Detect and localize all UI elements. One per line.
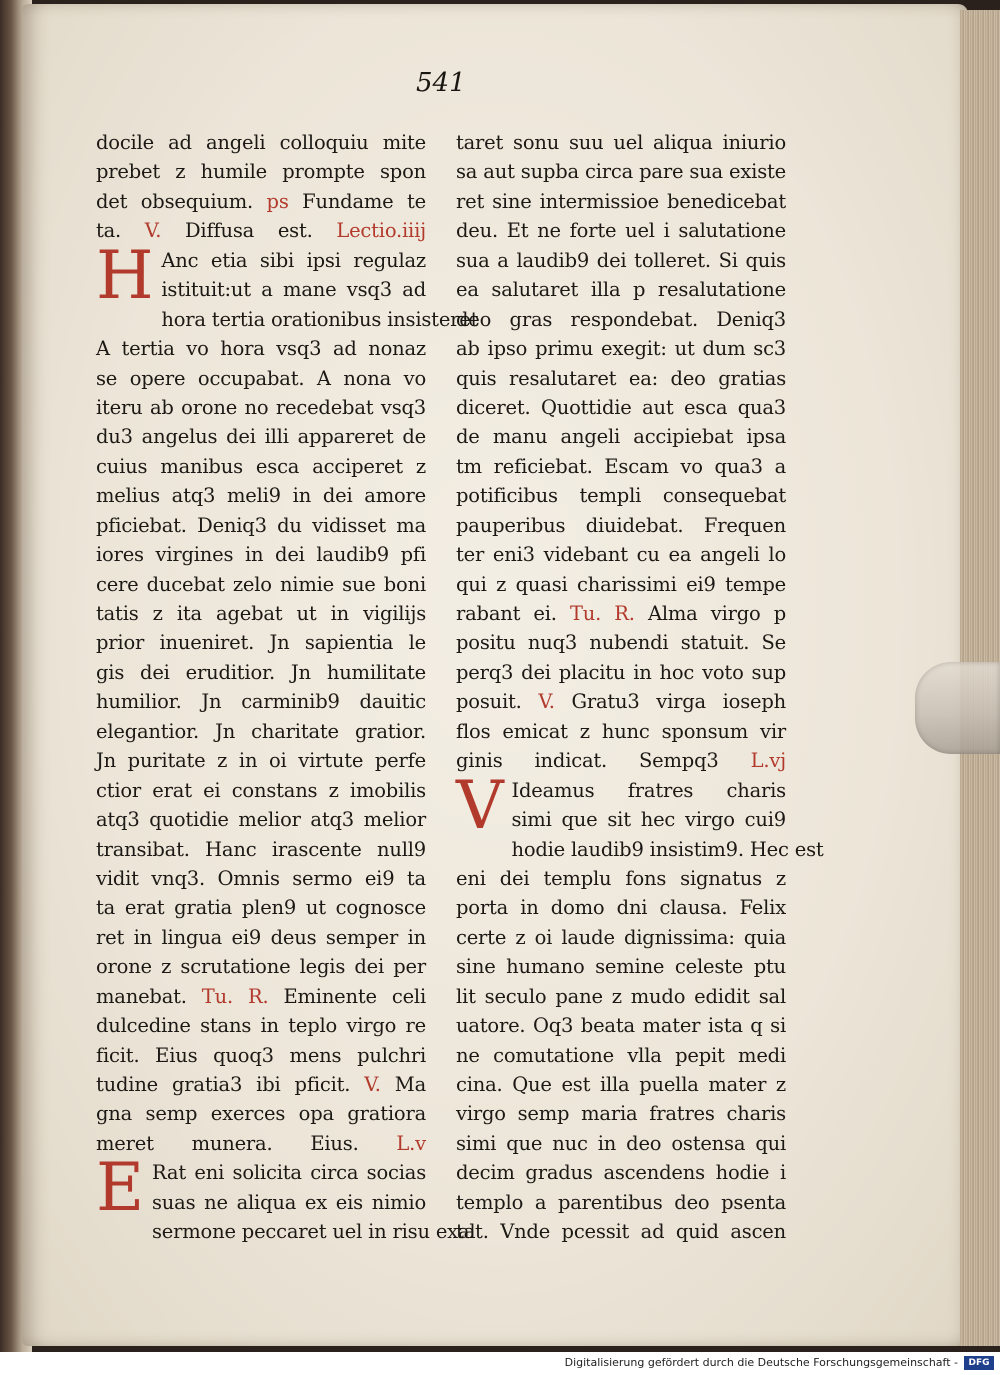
text-line [96, 628, 426, 657]
line-text: eni dei templu fons signatus z [456, 866, 786, 890]
rubric-mark: V. [521, 690, 572, 714]
text-line [96, 393, 426, 422]
footer-bar [0, 1352, 1000, 1375]
text-line [456, 1070, 786, 1099]
text-line [96, 746, 426, 775]
line-text: ne comutatione vlla pepit medi [456, 1043, 786, 1067]
line-text: cere ducebat zelo nimie sue boni [96, 572, 426, 596]
text-line [96, 717, 426, 746]
text-line [456, 982, 786, 1011]
text-line [456, 275, 786, 304]
rubric-mark: Tu. R. [186, 984, 284, 1008]
line-text: transibat. Hanc irascente null9 [96, 837, 426, 861]
line-text: hora tertia orationibus insisteret [161, 307, 479, 331]
line-text: iteru ab orone no recedebat vsq3 [96, 395, 426, 419]
text-line [456, 864, 786, 893]
line-text: vidit vnq3. Omnis sermo ei9 ta [96, 866, 426, 890]
text-line [96, 1188, 426, 1217]
line-text: decim gradus ascendens hodie i [456, 1161, 786, 1185]
text-line [456, 157, 786, 186]
line-text: suas ne aliqua ex eis nimio [151, 1190, 426, 1214]
text-line [96, 805, 426, 834]
line-text: ta. [96, 219, 122, 243]
text-line [456, 393, 786, 422]
text-line [96, 599, 426, 628]
line-text: se opere occupabat. A nona vo [96, 366, 426, 390]
text-line [456, 540, 786, 569]
text-line [456, 923, 786, 952]
line-text: meret munera. Eius. [96, 1131, 359, 1155]
line-text-after: Diffusa est. [185, 219, 313, 243]
line-text: deu. Et ne forte uel i salutatione [456, 219, 786, 243]
text-line [96, 157, 426, 186]
text-line [96, 216, 426, 245]
text-line [96, 511, 426, 540]
line-text: iores virgines in dei laudib9 pfi [96, 543, 426, 567]
text-column-left [96, 128, 479, 1247]
text-line [456, 746, 786, 775]
line-text: hodie laudib9 insistim9. Hec est [511, 837, 824, 861]
line-text: prebet z humile prompte spon [96, 160, 426, 184]
text-line [456, 246, 786, 275]
line-text: de manu angeli accipiebat ipsa [456, 425, 786, 449]
line-text-after: Alma virgo p [647, 602, 787, 625]
line-text: sine humano semine celeste ptu [456, 955, 786, 979]
line-text-after: Gratu3 virga ioseph [571, 690, 786, 714]
line-text: ret sine intermissioe benedicebat [456, 189, 786, 213]
page-clip [915, 662, 1000, 754]
text-line [96, 923, 426, 952]
text-line [96, 364, 426, 393]
text-line [456, 599, 786, 628]
line-text: deo gras respondebat. Deniq3 [456, 307, 786, 331]
text-line [96, 1099, 426, 1128]
line-text: humilior. Jn carminib9 dauitic [96, 690, 426, 714]
line-text: qui z quasi charissimi ei9 tempe [456, 572, 786, 596]
text-line [456, 128, 786, 157]
text-line [456, 1041, 786, 1070]
text-line [96, 1129, 426, 1158]
text-line [456, 1099, 786, 1128]
line-text: flos emicat z hunc sponsum vir [456, 719, 786, 743]
text-line [456, 893, 786, 922]
line-text: Ideamus fratres charis [511, 778, 786, 802]
rubric-mark: Tu. R. [556, 602, 648, 625]
lectio-heading: L.vj [718, 749, 786, 773]
line-text: docile ad angeli colloquiu mite [96, 131, 426, 154]
line-text: simi que sit hec virgo cui9 [511, 808, 786, 832]
line-text: posuit. [456, 690, 522, 714]
rubricated-initial: H [96, 236, 154, 314]
line-text: simi que nuc in deo ostensa qui [456, 1131, 786, 1155]
line-text: Jn puritate z in oi virtute perfe [96, 749, 426, 773]
text-line [96, 658, 426, 687]
line-text: manebat. [96, 984, 187, 1008]
line-text: quis resalutaret ea: deo gratias [456, 366, 786, 390]
line-text: ficit. Eius quoq3 mens pulchri [96, 1043, 426, 1067]
text-line [96, 1041, 426, 1070]
rubric-mark: V. [350, 1073, 395, 1096]
text-line [96, 952, 426, 981]
text-line [96, 982, 426, 1011]
line-text: diceret. Quottidie aut esca qua3 [456, 395, 786, 419]
line-text-after: Ma [394, 1073, 426, 1096]
line-text: perq3 dei placitu in hoc voto sup [456, 660, 786, 684]
rubricated-initial: V [456, 766, 504, 844]
text-line [96, 128, 426, 157]
text-line [456, 570, 786, 599]
text-line [456, 1158, 786, 1187]
line-text: dulcedine stans in teplo virgo re [96, 1014, 426, 1038]
line-text: istituit:ut a mane vsq3 ad [161, 278, 426, 302]
line-text: sua a laudib9 dei tolleret. Si quis [456, 248, 786, 272]
text-line [456, 364, 786, 393]
text-line [456, 835, 824, 864]
text-line [456, 216, 786, 245]
line-text: uatore. Oq3 beata mater ista q si [456, 1014, 786, 1038]
text-line [96, 835, 426, 864]
text-line [96, 540, 426, 569]
text-line [96, 481, 426, 510]
text-column-right [456, 128, 824, 1247]
line-text: tudine gratia3 ibi pficit. [96, 1073, 351, 1096]
text-line [96, 422, 426, 451]
line-text: tatis z ita agebat ut in vigilijs [96, 602, 426, 625]
text-line [456, 952, 786, 981]
line-text: ea salutaret illa p resalutatione [456, 278, 786, 302]
text-line [96, 893, 426, 922]
text-line [456, 687, 786, 716]
text-line [456, 1188, 786, 1217]
line-text: cuius manibus esca acciperet z [96, 454, 426, 478]
line-text: potificibus templi consequebat [456, 484, 786, 508]
line-text: certe z oi laude dignissima: quia [456, 925, 786, 949]
rubricated-initial: E [96, 1149, 144, 1227]
text-line [96, 187, 426, 216]
lectio-heading: Lectio.iiij [312, 219, 426, 243]
line-text: sa aut supba circa pare sua existe [456, 160, 786, 184]
line-text: gna semp exerces opa gratiora [96, 1102, 426, 1126]
line-text: ter eni3 videbant cu ea angeli lo [456, 543, 786, 567]
line-text: A tertia vo hora vsq3 ad nonaz [96, 337, 426, 361]
text-line [456, 305, 786, 334]
text-line [96, 334, 426, 363]
text-line [96, 687, 426, 716]
line-text: pauperibus diuidebat. Frequen [456, 513, 786, 537]
text-line [456, 481, 786, 510]
text-line [456, 658, 786, 687]
line-text: templo a parentibus deo psenta [456, 1190, 786, 1214]
rubric-mark: ps [253, 189, 303, 213]
text-line [96, 1070, 426, 1099]
text-line [96, 570, 426, 599]
text-line [456, 1217, 786, 1246]
line-text: ctior erat ei constans z imobilis [96, 778, 426, 802]
line-text: ta erat gratia plen9 ut cognosce [96, 896, 426, 920]
text-line [456, 452, 786, 481]
line-text: Rat eni solicita circa socias [151, 1161, 426, 1185]
line-text: rabant ei. [456, 602, 557, 625]
text-line [456, 422, 786, 451]
text-line [96, 776, 426, 805]
text-line [96, 864, 426, 893]
line-text: elegantior. Jn charitate gratior. [96, 719, 426, 743]
line-text: orone z scrutatione legis dei per [96, 955, 426, 979]
line-text: porta in domo dni clausa. Felix [456, 896, 786, 920]
line-text: gis dei eruditior. Jn humilitate [96, 660, 426, 684]
text-line [456, 1129, 786, 1158]
line-text: ginis indicat. Sempq3 [456, 749, 719, 773]
line-text: tm reficiebat. Escam vo qua3 a [456, 454, 786, 478]
text-line [96, 1011, 426, 1040]
line-text-after: Eminente celi [283, 984, 426, 1008]
line-text: tat. Vnde pcessit ad quid ascen [456, 1220, 786, 1244]
line-text: lit seculo pane z mudo edidit sal [456, 984, 786, 1008]
line-text: det obsequium. [96, 189, 254, 213]
text-line [96, 452, 426, 481]
line-text: du3 angelus dei illi appareret de [96, 425, 426, 449]
line-text: Anc etia sibi ipsi regulaz [161, 248, 426, 272]
line-text: taret sonu suu uel aliqua iniurio [456, 131, 786, 154]
text-line [456, 334, 786, 363]
line-text: ret in lingua ei9 deus semper in [96, 925, 426, 949]
text-line [96, 1217, 476, 1246]
line-text: pficiebat. Deniq3 du vidisset ma [96, 513, 426, 537]
line-text: atq3 quotidie melior atq3 melior [96, 808, 426, 832]
line-text: cina. Que est illa puella mater z [456, 1073, 786, 1096]
text-line [456, 628, 786, 657]
text-line [456, 511, 786, 540]
dfg-logo[interactable]: DFG [964, 1356, 994, 1370]
footer-credit: Digitalisierung gefördert durch die Deutsche Forschungsgemeinschaft - [564, 1356, 958, 1369]
lectio-heading: L.v [358, 1131, 426, 1155]
line-text-after: Fundame te [302, 189, 426, 213]
text-line [456, 1011, 786, 1040]
text-line [456, 187, 786, 216]
line-text: virgo semp maria fratres charis [456, 1102, 786, 1126]
line-text: ab ipso primu exegit: ut dum sc3 [456, 337, 786, 361]
line-text: sermone peccaret uel in risu exal [151, 1220, 476, 1244]
line-text: melius atq3 meli9 in dei amore [96, 484, 426, 508]
folio-number: 541 [416, 68, 466, 98]
rubric-mark: V. [121, 219, 185, 243]
line-text: prior inueniret. Jn sapientia le [96, 631, 426, 655]
text-line [456, 805, 786, 834]
text-line [456, 717, 786, 746]
line-text: positu nuq3 nubendi statuit. Se [456, 631, 786, 655]
